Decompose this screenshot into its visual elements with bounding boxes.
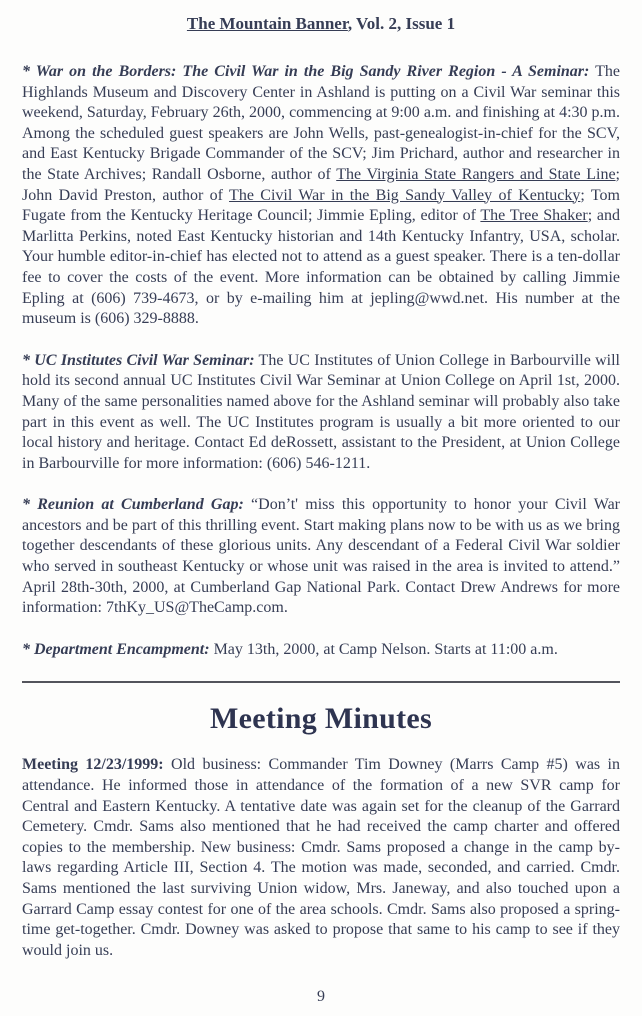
text-run: * UC Institutes Civil War Seminar: <box>22 351 255 369</box>
text-run: * Department Encampment: <box>22 640 210 658</box>
text-run: The Civil War in the Big Sandy Valley of Kentucky <box>229 186 581 204</box>
text-run: “Don’t' miss this opportunity to honor your Civil War ancestors and be part of this thrilling event. Start making plans now to be with us as we bring together descendants of these glorious units. Any descendant of a Federal Civil War soldier who served in southeast Kentucky or whose unit was raised in the area is invited to attend.” April 28th-30th, 2000, at Cumberland Gap National Park. Contact Drew Andrews for more information: 7thKy_US@TheCamp.com. <box>22 496 620 617</box>
text-run: ; Tom Fugate from the Kentucky Heritage Council; Jimmie Epling, editor of <box>22 186 620 225</box>
text-run: The Tree Shaker <box>480 207 588 225</box>
article-reunion-at-cumberland-gap <box>22 495 620 619</box>
article-war-on-the-borders-seminar <box>22 62 620 330</box>
text-run: * Reunion at Cumberland Gap: <box>22 496 244 514</box>
meeting-minutes-heading: Meeting Minutes <box>210 702 432 736</box>
text-run: The Highlands Museum and Discovery Center in Ashland is putting on a Civil War seminar this weekend, Saturday, February 26th, 2000, commencing at 9:00 a.m. and finishing at 4:30 p.m. Among the scheduled guest speakers are John Wells, past-genealogist-in-chief for the SCV, and East Kentucky Brigade Commander of the SCV; Jim Prichard, author and researcher in the State Archives; Randall Osborne, author of <box>22 63 620 183</box>
page-number: 9 <box>317 988 325 1005</box>
text-run: Meeting 12/23/1999: <box>22 756 164 774</box>
newsletter-title <box>22 14 620 34</box>
text-run: ; and Marlitta Perkins, noted East Kentucky historian and 14th Kentucky Infantry, USA, scholar. Your humble editor-in-chief has elected not to attend as a guest speaker. There is a ten-dollar fee to cover the costs of the event. More information can be obtained by calling Jimmie Epling at (606) 739-4673, or by e-mailing him at jepling@wwd.net. His number at the museum is (606) 329-8888. <box>22 207 621 328</box>
article-department-encampment <box>22 640 620 661</box>
text-run: * War on the Borders: The Civil War in the Big Sandy River Region - A Seminar: <box>22 63 590 80</box>
text-run: , Vol. 2, Issue 1 <box>347 14 456 33</box>
text-run: The Virginia State Rangers and State Line <box>336 165 616 183</box>
text-run: Old business: Commander Tim Downey (Marrs Camp #5) was in attendance. He informed those in attendance of the formation of a new SVR camp for Central and Eastern Kentucky. A tentative date was again set for the cleanup of the Garrard Cemetery. Cmdr. Sams also mentioned that he had received the camp charter and offered copies to the membership. New business: Cmdr. Sams proposed a change in the camp by-laws regarding Article III, Section 4. The motion was made, seconded, and carried. Cmdr. Sams mentioned the last surviving Union widow, Mrs. Janeway, and also touched upon a Garrard Camp essay contest for one of the area schools. Cmdr. Sams also proposed a spring-time get-together. Cmdr. Downey was asked to propose that same to his camp to see if they would join us. <box>22 756 621 959</box>
text-run: ; John David Preston, author of <box>22 165 620 204</box>
article-uc-institutes-civil-war-seminar <box>22 351 620 475</box>
text-run: The Mountain Banner <box>186 14 348 33</box>
text-run: The UC Institutes of Union College in Barbourville will hold its second annual UC Institutes Civil War Seminar at Union College on April 1st, 2000. Many of the same personalities named above for the Ashland seminar will probably also take part in this event as well. The UC Institutes program is usually a bit more oriented to our local history and heritage. Contact Ed deRossett, assistant to the President, at Union College in Barbourville for more information: (606) 546-1211. <box>22 351 621 472</box>
text-run: May 13th, 2000, at Camp Nelson. Starts at 11:00 a.m. <box>209 640 558 658</box>
section-divider <box>22 681 620 683</box>
meeting-minutes-paragraph <box>22 755 620 961</box>
